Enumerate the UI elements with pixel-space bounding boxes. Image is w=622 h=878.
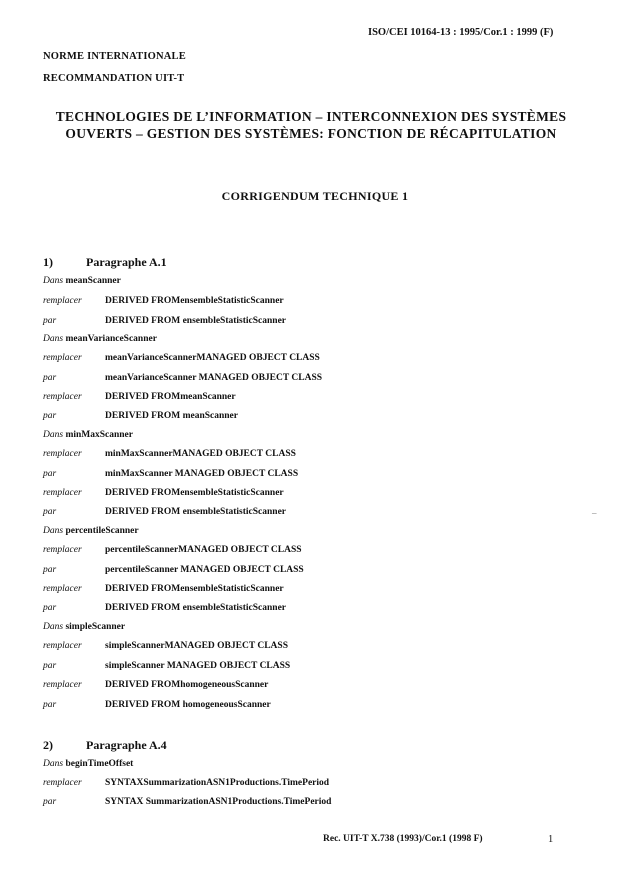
change-keyword: remplacer [43,584,82,594]
par-line [43,316,286,326]
dans-line [43,334,157,344]
remplacer-line [43,778,329,788]
par-line [43,603,286,613]
dans-keyword: Dans [43,430,64,440]
change-keyword: remplacer [43,680,82,690]
dans-line [43,276,121,286]
change-text: minMaxScannerMANAGED OBJECT CLASS [105,449,296,459]
section-title: Paragraphe A.1 [86,255,167,269]
dans-line [43,430,133,440]
dans-keyword: Dans [43,334,64,344]
change-keyword: par [43,700,57,710]
change-text: minMaxScanner MANAGED OBJECT CLASS [105,469,299,479]
change-text: DERIVED FROMhomogeneousScanner [105,680,269,690]
object-name: minMaxScanner [65,430,133,440]
object-name: meanScanner [65,276,121,286]
change-keyword: remplacer [43,353,82,363]
change-keyword: remplacer [43,392,82,402]
norme-label: NORME INTERNATIONALE [43,51,186,62]
change-text: percentileScannerMANAGED OBJECT CLASS [105,545,302,555]
remplacer-line [43,296,284,306]
change-text: DERIVED FROM homogeneousScanner [105,700,271,710]
change-text: percentileScanner MANAGED OBJECT CLASS [105,565,304,575]
change-text: DERIVED FROMensembleStatisticScanner [105,296,284,306]
title-line-2: OUVERTS – GESTION DES SYSTÈMES: FONCTION DE RÉCAPITULATION [65,126,557,141]
remplacer-line [43,680,268,690]
change-keyword: remplacer [43,449,82,459]
section-number: 2) [43,738,53,752]
change-keyword: remplacer [43,488,82,498]
object-name: percentileScanner [65,526,139,536]
change-keyword: par [43,565,57,575]
change-keyword: par [43,316,57,326]
change-text: meanVarianceScanner MANAGED OBJECT CLASS [105,373,323,383]
document-reference: ISO/CEI 10164-13 : 1995/Cor.1 : 1999 (F) [368,27,554,38]
change-keyword: par [43,411,57,421]
remplacer-line [43,545,302,555]
margin-mark: – [592,508,597,518]
par-line [43,373,322,383]
dans-line [43,759,133,769]
page-number: 1 [548,834,554,845]
change-text: DERIVED FROM ensembleStatisticScanner [105,603,287,613]
object-name: meanVarianceScanner [65,334,157,344]
footer-reference: Rec. UIT-T X.738 (1993)/Cor.1 (1998 F) [323,834,483,844]
change-text: DERIVED FROMensembleStatisticScanner [105,488,284,498]
remplacer-line [43,449,296,459]
object-name: beginTimeOffset [65,759,134,769]
recommandation-label: RECOMMANDATION UIT-T [43,73,185,84]
change-keyword: par [43,507,57,517]
remplacer-line [43,353,320,363]
remplacer-line [43,488,284,498]
par-line [43,411,238,421]
dans-line [43,622,125,632]
remplacer-line [43,641,288,651]
remplacer-line [43,584,284,594]
dans-keyword: Dans [43,622,64,632]
change-text: DERIVED FROMmeanScanner [105,392,236,402]
change-text: DERIVED FROM ensembleStatisticScanner [105,507,287,517]
change-text: SYNTAX SummarizationASN1Productions.TimePeriod [105,797,332,807]
par-line [43,700,271,710]
change-text: SYNTAXSummarizationASN1Productions.TimePeriod [105,778,330,788]
change-text: meanVarianceScannerMANAGED OBJECT CLASS [105,353,320,363]
change-text: simpleScanner MANAGED OBJECT CLASS [105,661,291,671]
change-text: DERIVED FROM meanScanner [105,411,238,421]
change-keyword: remplacer [43,545,82,555]
change-text: DERIVED FROM ensembleStatisticScanner [105,316,287,326]
dans-line [43,526,139,536]
par-line [43,469,298,479]
title-line-1: TECHNOLOGIES DE L’INFORMATION – INTERCONNEXION DES SYSTÈMES [55,109,567,124]
par-line [43,565,304,575]
object-name: simpleScanner [65,622,126,632]
change-text: simpleScannerMANAGED OBJECT CLASS [105,641,288,651]
dans-keyword: Dans [43,526,64,536]
section-number: 1) [43,255,53,269]
change-keyword: par [43,603,57,613]
par-line [43,797,331,807]
change-keyword: remplacer [43,778,82,788]
change-keyword: par [43,373,57,383]
change-keyword: par [43,797,57,807]
change-keyword: par [43,661,57,671]
dans-keyword: Dans [43,276,64,286]
par-line [43,661,290,671]
change-text: DERIVED FROMensembleStatisticScanner [105,584,284,594]
change-keyword: remplacer [43,641,82,651]
par-line [43,507,286,517]
change-keyword: par [43,469,57,479]
dans-keyword: Dans [43,759,64,769]
section-title: Paragraphe A.4 [86,738,167,752]
remplacer-line [43,392,236,402]
change-keyword: remplacer [43,296,82,306]
corrigendum-heading: CORRIGENDUM TECHNIQUE 1 [221,189,409,203]
